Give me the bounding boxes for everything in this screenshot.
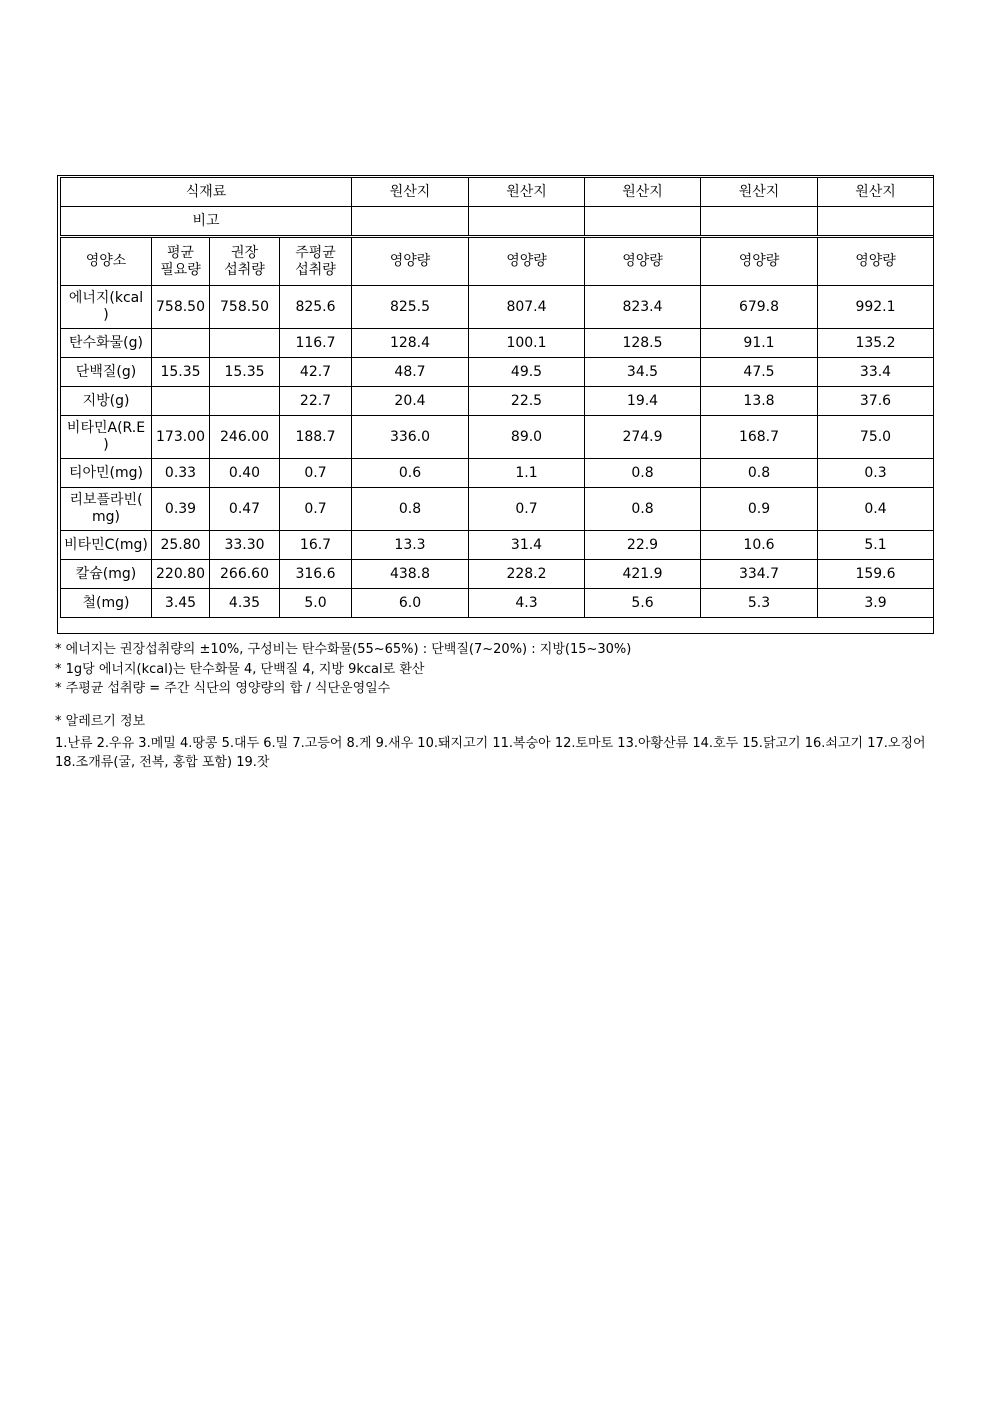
amount-value: 47.5 <box>701 358 818 387</box>
recommended-value: 4.35 <box>210 589 280 618</box>
weekly-avg-value: 16.7 <box>280 531 352 560</box>
amount-value: 1.1 <box>469 459 585 488</box>
table-row <box>61 531 934 560</box>
amount-value: 0.8 <box>585 488 701 531</box>
ingredient-row <box>61 178 934 207</box>
weekly-avg-value: 825.6 <box>280 286 352 329</box>
nutrition-notes <box>55 640 955 699</box>
avg-need-value <box>152 329 210 358</box>
nutrient-name: 비타민A(R.E ) <box>61 416 152 459</box>
amount-value: 128.5 <box>585 329 701 358</box>
amount-value: 228.2 <box>469 560 585 589</box>
amount-value: 31.4 <box>469 531 585 560</box>
nutrient-name: 칼슘(mg) <box>61 560 152 589</box>
remark-cell <box>585 207 701 236</box>
amount-value: 0.8 <box>585 459 701 488</box>
origin-label: 원산지 <box>469 178 585 207</box>
amount-value: 0.3 <box>818 459 934 488</box>
amount-value: 0.7 <box>469 488 585 531</box>
weekly-avg-value: 188.7 <box>280 416 352 459</box>
amount-value: 10.6 <box>701 531 818 560</box>
header-amount: 영양량 <box>352 238 469 286</box>
amount-value: 37.6 <box>818 387 934 416</box>
ingredient-label: 식재료 <box>61 178 352 207</box>
amount-value: 20.4 <box>352 387 469 416</box>
amount-value: 0.4 <box>818 488 934 531</box>
table-row <box>61 459 934 488</box>
amount-value: 13.8 <box>701 387 818 416</box>
amount-value: 3.9 <box>818 589 934 618</box>
avg-need-value: 0.33 <box>152 459 210 488</box>
header-nutrient: 영양소 <box>61 238 152 286</box>
nutrient-name: 리보플라빈( mg) <box>61 488 152 531</box>
amount-value: 75.0 <box>818 416 934 459</box>
avg-need-value <box>152 387 210 416</box>
table-row <box>61 358 934 387</box>
recommended-value: 33.30 <box>210 531 280 560</box>
header-avg-need: 평균 필요량 <box>152 238 210 286</box>
remark-row <box>61 207 934 236</box>
weekly-avg-value: 0.7 <box>280 459 352 488</box>
weekly-avg-value: 22.7 <box>280 387 352 416</box>
amount-value: 0.9 <box>701 488 818 531</box>
nutrition-header-row <box>61 238 934 286</box>
ingredient-origin-table <box>60 177 934 236</box>
table-row <box>61 286 934 329</box>
header-amount: 영양량 <box>585 238 701 286</box>
recommended-value: 0.47 <box>210 488 280 531</box>
weekly-avg-value: 5.0 <box>280 589 352 618</box>
recommended-value <box>210 329 280 358</box>
origin-label: 원산지 <box>352 178 469 207</box>
avg-need-value: 0.39 <box>152 488 210 531</box>
amount-value: 0.8 <box>701 459 818 488</box>
amount-value: 22.9 <box>585 531 701 560</box>
weekly-avg-value: 116.7 <box>280 329 352 358</box>
avg-need-value: 758.50 <box>152 286 210 329</box>
note-energy-ratio: * 에너지는 권장섭취량의 ±10%, 구성비는 탄수화물(55~65%) : 단백질(7~20%) : 지방(15~30%) <box>55 642 632 657</box>
amount-value: 992.1 <box>818 286 934 329</box>
amount-value: 825.5 <box>352 286 469 329</box>
amount-value: 438.8 <box>352 560 469 589</box>
weekly-avg-value: 0.7 <box>280 488 352 531</box>
amount-value: 19.4 <box>585 387 701 416</box>
recommended-value <box>210 387 280 416</box>
amount-value: 33.4 <box>818 358 934 387</box>
origin-label: 원산지 <box>818 178 934 207</box>
amount-value: 159.6 <box>818 560 934 589</box>
remark-cell <box>352 207 469 236</box>
origin-label: 원산지 <box>701 178 818 207</box>
nutrient-name: 에너지(kcal ) <box>61 286 152 329</box>
amount-value: 22.5 <box>469 387 585 416</box>
amount-value: 334.7 <box>701 560 818 589</box>
nutrition-table <box>60 237 934 618</box>
amount-value: 336.0 <box>352 416 469 459</box>
amount-value: 48.7 <box>352 358 469 387</box>
amount-value: 5.1 <box>818 531 934 560</box>
nutrient-name: 단백질(g) <box>61 358 152 387</box>
amount-value: 4.3 <box>469 589 585 618</box>
header-recommended: 권장 섭취량 <box>210 238 280 286</box>
amount-value: 0.8 <box>352 488 469 531</box>
table-row <box>61 488 934 531</box>
amount-value: 5.6 <box>585 589 701 618</box>
amount-value: 6.0 <box>352 589 469 618</box>
note-weekly-average: * 주평균 섭취량 = 주간 식단의 영양량의 합 / 식단운영일수 <box>55 681 391 696</box>
amount-value: 421.9 <box>585 560 701 589</box>
allergy-title: * 알레르기 정보 <box>55 714 146 729</box>
amount-value: 807.4 <box>469 286 585 329</box>
avg-need-value: 173.00 <box>152 416 210 459</box>
table-row <box>61 416 934 459</box>
remark-label: 비고 <box>61 207 352 236</box>
remark-cell <box>701 207 818 236</box>
recommended-value: 15.35 <box>210 358 280 387</box>
amount-value: 128.4 <box>352 329 469 358</box>
amount-value: 679.8 <box>701 286 818 329</box>
amount-value: 13.3 <box>352 531 469 560</box>
avg-need-value: 220.80 <box>152 560 210 589</box>
origin-label: 원산지 <box>585 178 701 207</box>
amount-value: 100.1 <box>469 329 585 358</box>
header-amount: 영양량 <box>701 238 818 286</box>
amount-value: 34.5 <box>585 358 701 387</box>
nutrient-name: 탄수화물(g) <box>61 329 152 358</box>
amount-value: 5.3 <box>701 589 818 618</box>
recommended-value: 246.00 <box>210 416 280 459</box>
amount-value: 89.0 <box>469 416 585 459</box>
weekly-avg-value: 42.7 <box>280 358 352 387</box>
recommended-value: 266.60 <box>210 560 280 589</box>
table-row <box>61 589 934 618</box>
table-row <box>61 387 934 416</box>
table-row <box>61 329 934 358</box>
nutrient-name: 비타민C(mg) <box>61 531 152 560</box>
header-weekly-avg: 주평균 섭취량 <box>280 238 352 286</box>
amount-value: 823.4 <box>585 286 701 329</box>
remark-cell <box>818 207 934 236</box>
avg-need-value: 3.45 <box>152 589 210 618</box>
note-energy-conversion: * 1g당 에너지(kcal)는 탄수화물 4, 단백질 4, 지방 9kcal로 환산 <box>55 661 425 677</box>
recommended-value: 758.50 <box>210 286 280 329</box>
amount-value: 91.1 <box>701 329 818 358</box>
avg-need-value: 15.35 <box>152 358 210 387</box>
allergy-list: 1.난류 2.우유 3.메밀 4.땅콩 5.대두 6.밀 7.고등어 8.게 9.새우 10.돼지고기 11.복숭아 12.토마토 13.아황산류 14.호두 15.닭고기 16.쇠고기 17.오징어 18.조개류(굴, 전복, 홍합 포함) 19.잣 <box>55 736 926 770</box>
nutrient-name: 티아민(mg) <box>61 459 152 488</box>
amount-value: 168.7 <box>701 416 818 459</box>
nutrient-name: 철(mg) <box>61 589 152 618</box>
amount-value: 0.6 <box>352 459 469 488</box>
amount-value: 274.9 <box>585 416 701 459</box>
recommended-value: 0.40 <box>210 459 280 488</box>
avg-need-value: 25.80 <box>152 531 210 560</box>
table-row <box>61 560 934 589</box>
header-amount: 영양량 <box>469 238 585 286</box>
nutrient-name: 지방(g) <box>61 387 152 416</box>
remark-cell <box>469 207 585 236</box>
header-amount: 영양량 <box>818 238 934 286</box>
weekly-avg-value: 316.6 <box>280 560 352 589</box>
amount-value: 49.5 <box>469 358 585 387</box>
amount-value: 135.2 <box>818 329 934 358</box>
